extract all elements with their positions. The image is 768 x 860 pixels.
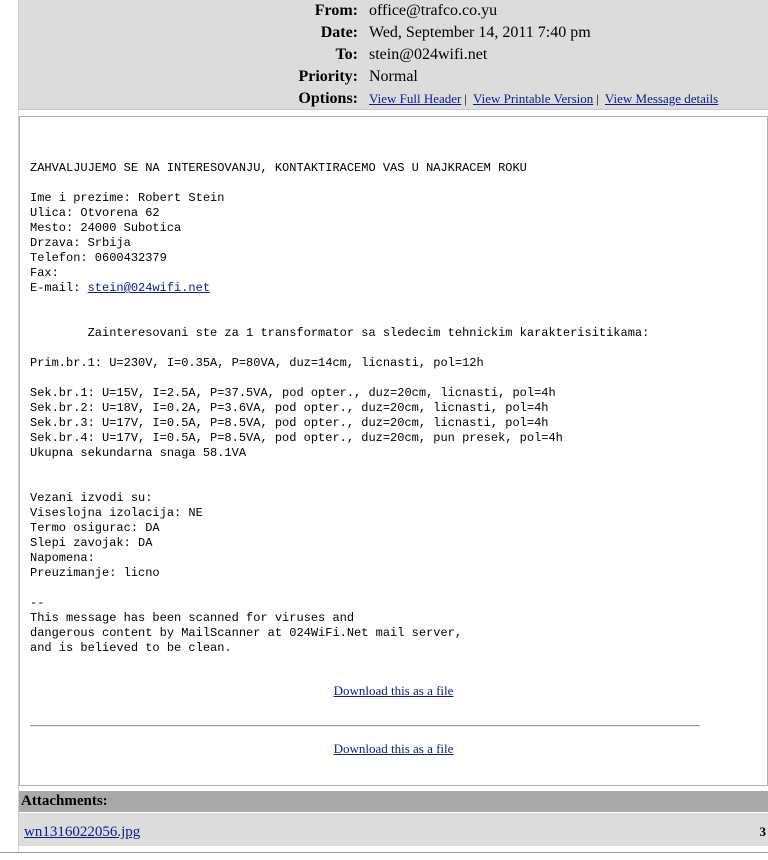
date-row: [19, 22, 768, 44]
from-row: [19, 0, 768, 22]
left-frame: [0, 0, 19, 859]
download-row-2: [20, 741, 767, 757]
options-links: [369, 88, 718, 110]
options-separator: |: [464, 91, 467, 106]
attachments-header: [19, 791, 768, 812]
options-separator: |: [596, 91, 599, 106]
from-value: office@trafco.co.yu: [369, 2, 498, 19]
message-text: [30, 161, 755, 656]
priority-value: Normal: [369, 68, 418, 85]
to-label: To:: [335, 46, 358, 63]
divider: [30, 725, 700, 727]
date-value: Wed, September 14, 2011 7:40 pm: [369, 24, 591, 41]
view-full-header-link[interactable]: View Full Header: [369, 91, 462, 106]
priority-row: [19, 66, 768, 88]
email-link[interactable]: stein@024wifi.net: [87, 281, 211, 295]
attachments-title: Attachments:: [21, 793, 108, 809]
options-label: Options:: [298, 90, 358, 107]
download-file-link[interactable]: Download this as a file: [333, 683, 454, 698]
attachment-row: [19, 813, 768, 846]
attachment-file-link[interactable]: wn1316022056.jpg: [24, 824, 141, 840]
attachment-size: 3: [759, 824, 766, 839]
download-row-1: [20, 683, 767, 699]
body-text-bottom: Zainteresovani ste za 1 transformator sa sledecim tehnickim karakterisitikama: Prim.br.1: U=230V, I=0.35A, P=80VA, duz=14cm, licnasti, pol=12h Sek.br.1: U=15V, I=2.5A, P=37.5VA, pod opter., duz=20cm, licnasti, pol=4h Sek.br.2: U=18V, I=0.2A, P=3.6VA, pod opter., duz=20cm, licnasti, pol=4h Sek.br.3: U=17V, I=0.5A, P=8.5VA, pod opter., duz=20cm, licnasti, pol=4h Sek.br.4: U=17V, I=0.5A, P=8.5VA, pod opter., duz=20cm, pun presek, pol=4h Ukupna sekundarna snaga 58.1VA Vezani izvodi su: Viseslojna izolacija: NE Termo osigurac: DA Slepi zavojak: DA Napomena: Preuzimanje: licno -- This message has been scanned for viruses and dangerous content by MailScanner at 024WiFi.Net mail server, and is believed to be clean.: [30, 326, 650, 655]
to-row: [19, 44, 768, 66]
email-label: E-mail:: [30, 281, 88, 295]
from-label: From:: [314, 2, 358, 19]
body-text-top: ZAHVALJUJEMO SE NA INTERESOVANJU, KONTAKTIRACEMO VAS U NAJKRACEM ROKU Ime i prezime: Robert Stein Ulica: Otvorena 62 Mesto: 24000 Subotica Drzava: Srbija Telefon: 0600432379 Fax:: [30, 161, 527, 280]
to-value: stein@024wifi.net: [369, 46, 488, 63]
date-label: Date:: [320, 24, 358, 41]
download-file-link[interactable]: Download this as a file: [333, 741, 454, 756]
message-header: [19, 0, 768, 110]
priority-label: Priority:: [298, 68, 358, 85]
view-message-details-link[interactable]: View Message details: [604, 91, 719, 106]
options-row: [19, 88, 768, 110]
view-printable-version-link[interactable]: View Printable Version: [472, 91, 594, 106]
message-body: [19, 116, 768, 786]
